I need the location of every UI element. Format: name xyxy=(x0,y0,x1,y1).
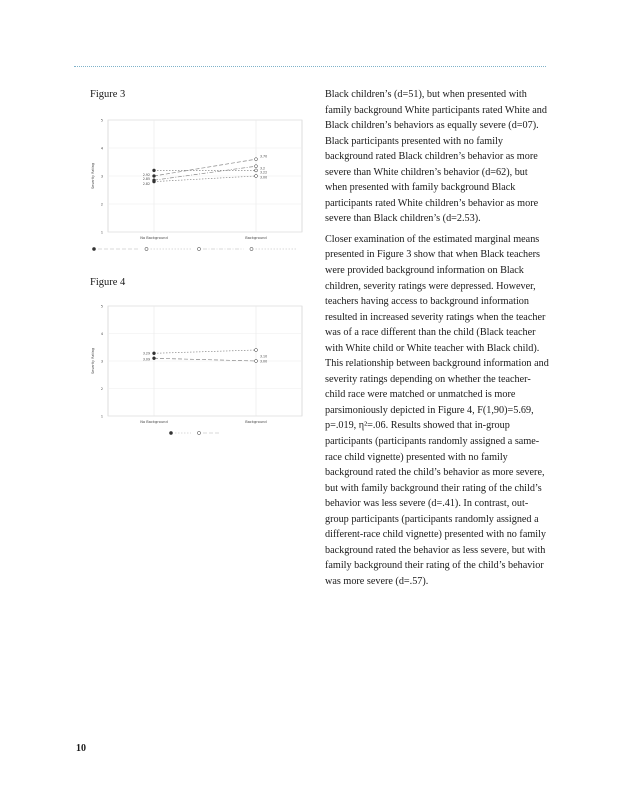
series-line-4 xyxy=(154,176,256,182)
legend-marker xyxy=(145,247,148,250)
legend-marker xyxy=(169,431,172,434)
figure-4-chart xyxy=(84,298,314,446)
body-text-column xyxy=(325,87,550,595)
data-label: 3.29 xyxy=(142,351,150,356)
data-label: 3.70 xyxy=(260,154,268,159)
data-label: 3.10 xyxy=(260,354,268,359)
data-label: 3.22 xyxy=(260,170,268,175)
y-tick-label: 3 xyxy=(100,174,103,179)
data-point xyxy=(255,158,258,161)
data-point xyxy=(255,360,258,363)
data-point xyxy=(255,165,258,168)
figure-3-label: Figure 3 xyxy=(90,89,126,100)
figure-4-label: Figure 4 xyxy=(90,277,126,288)
data-label: 3.00 xyxy=(260,359,268,364)
y-tick-label: 4 xyxy=(100,332,103,336)
y-tick-label: 2 xyxy=(100,387,103,391)
data-point xyxy=(255,349,258,352)
y-tick-label: 2 xyxy=(100,202,103,207)
y-tick-label: 1 xyxy=(100,230,103,235)
data-label: 2.82 xyxy=(142,182,150,187)
y-tick-label: 5 xyxy=(100,304,103,309)
data-label: 2.85 xyxy=(142,177,150,182)
header-rule xyxy=(74,66,546,67)
series-line-1 xyxy=(154,350,256,353)
x-tick-label: No Background xyxy=(140,420,168,424)
data-label: 3.2 xyxy=(260,166,266,171)
data-point xyxy=(153,357,156,360)
series-line-2 xyxy=(154,358,256,361)
y-tick-label: 3 xyxy=(100,359,103,364)
y-tick-label: 1 xyxy=(100,414,103,419)
data-point xyxy=(153,352,156,355)
legend-marker xyxy=(197,247,200,250)
y-tick-label: 5 xyxy=(100,118,103,123)
data-point xyxy=(153,180,156,183)
data-label: 3.09 xyxy=(142,357,150,362)
data-point xyxy=(255,175,258,178)
y-axis-label: Severity Rating xyxy=(91,162,95,190)
body-paragraph-1: Black children’s (d=51), but when presented with family background White participants rated White and Black children’s behaviors as equally severe (d=07). Black participants presented with no family background rated Black children’s behavior as more severe than White children’s behavior (d=62), but when presented with family background Black participants rated White children’s behavior as more severe than Black children’s (d=2.53). xyxy=(325,89,547,225)
y-axis-label: Severity Rating xyxy=(91,347,95,375)
data-point xyxy=(153,175,156,178)
body-paragraph-2: Closer examination of the estimated marginal means presented in Figure 3 show that when Black teachers were provided background information on Black children, severity ratings were depressed. However, teachers having access to background information resulted in increased severity ratings when the teacher was of a race different than the child (Black teacher with White child or White teacher with Black child). This relationship between background information and severity ratings depending on whether the teacher-child race were matched or unmatched is more parsimoniously depicted in Figure 4, F(1,90)=5.69, p=.019, η²=.06. Results showed that in-group participants (participants randomly assigned a same-race child vignette) presented with no family background rated the child’s behavior as more severe, but with family background their rating of the child’s behavior was less severe (d=.41). In contrast, out-group participants (participants randomly assigned a different-race child vignette) presented with no family background rated the behavior as less severe, but with family background their rating of the child’s behavior was more severe (d=.57). xyxy=(325,233,549,587)
data-point xyxy=(153,169,156,172)
x-tick-label: No Background xyxy=(140,236,168,240)
data-label: 2.92 xyxy=(142,172,150,177)
legend-marker xyxy=(197,431,200,434)
x-tick-label: Background xyxy=(245,236,267,240)
figure-3-chart xyxy=(84,112,314,260)
page-number: 10 xyxy=(76,743,86,754)
x-tick-label: Background xyxy=(245,420,267,424)
y-tick-label: 4 xyxy=(100,146,103,151)
data-point xyxy=(255,169,258,172)
legend-marker xyxy=(92,247,95,250)
legend-marker xyxy=(250,247,253,250)
data-label: 3.00 xyxy=(260,175,268,180)
